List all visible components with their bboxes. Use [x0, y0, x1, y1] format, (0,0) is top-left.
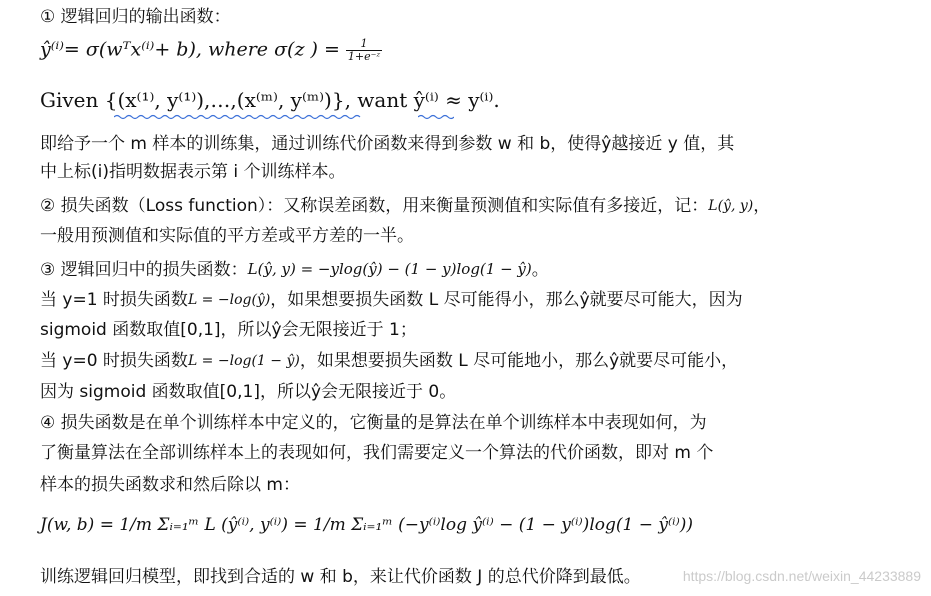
y0-math: L = −log(1 − ŷ): [187, 353, 300, 369]
y0-line2: 因为 sigmoid 函数取值[0,1]，所以ŷ会无限接近于 0。: [40, 382, 457, 402]
section2-line1: [40, 195, 770, 217]
section2-line1-end: ，: [753, 196, 771, 216]
section2-line2: 一般用预测值和实际值的平方差或平方差的一半。: [40, 226, 414, 246]
given-underline: [114, 114, 364, 120]
y0-text-a: 当 y=0 时损失函数: [40, 351, 188, 371]
section4-line2: 了衡量算法在全部训练样本上的表现如何，我们需要定义一个算法的代价函数，即对 m 个: [40, 443, 714, 463]
section1-heading: ① 逻辑回归的输出函数：: [40, 7, 231, 27]
section4-line3: 样本的损失函数求和然后除以 m：: [40, 475, 300, 495]
y1-text-b: ，如果想要损失函数 L 尽可能得小，那么ŷ就要尽可能大，因为: [270, 290, 743, 310]
y0-text-b: ，如果想要损失函数 L 尽可能地小，那么ŷ就要尽可能小，: [299, 351, 739, 371]
y1-line2: sigmoid 函数取值[0,1]，所以ŷ会无限接近于 1；: [40, 320, 417, 340]
y0-line: [40, 350, 738, 372]
section3-heading-end: 。: [531, 260, 549, 280]
y1-math: L = −log(ŷ): [187, 292, 271, 308]
section1-text-line2: 中上标(i)指明数据表示第 i 个训练样本。: [40, 162, 346, 182]
cost-formula: [40, 515, 693, 535]
cost-formula-text: J(w, b) = 1/m Σᵢ₌₁ᵐ L (ŷ⁽ⁱ⁾, y⁽ⁱ⁾) = 1/m Σᵢ₌₁ᵐ (−y⁽ⁱ⁾log ŷ⁽ⁱ⁾ − (1 − y⁽ⁱ⁾)log(1 − ŷ⁽ⁱ⁾)): [40, 515, 694, 535]
watermark: https://blog.csdn.net/weixin_44233889: [682, 568, 921, 584]
loss-notation: L(ŷ, y): [708, 198, 754, 214]
section4-line1: ④ 损失函数是在单个训练样本中定义的，它衡量的是算法在单个训练样本中表现如何，为: [40, 413, 707, 433]
output-formula: [40, 38, 382, 63]
sigmoid-fraction: [346, 38, 382, 63]
section2-line1-text: ② 损失函数（Loss function）：又称误差函数，用来衡量预测值和实际值有多接近，记：: [40, 196, 709, 216]
y1-text-a: 当 y=1 时损失函数: [40, 290, 188, 310]
section3-heading: ③ 逻辑回归中的损失函数：: [40, 260, 248, 280]
y1-line: [40, 289, 743, 311]
sigmoid-numerator: 1: [346, 38, 382, 51]
section1-text-line1: 即给予一个 m 样本的训练集，通过训练代价函数来得到参数 w 和 b，使得ŷ越接近 y 值，其: [40, 134, 735, 154]
given-formula-text: Given {(x⁽¹⁾, y⁽¹⁾),…,(x⁽ᵐ⁾, y⁽ᵐ⁾)}, want ŷ⁽ⁱ⁾ ≈ y⁽ⁱ⁾.: [40, 88, 500, 112]
given-formula: [40, 88, 500, 112]
conclusion-line: 训练逻辑回归模型，即找到合适的 w 和 b，来让代价函数 J 的总代价降到最低。: [40, 567, 641, 587]
output-formula-text: ŷ⁽ⁱ⁾= σ(wᵀx⁽ⁱ⁾+ b), where σ(z ) =: [40, 38, 340, 61]
want-underline: [418, 114, 454, 120]
section3-heading-line: [40, 258, 549, 281]
loss-formula: L(ŷ, y) = −ylog(ŷ) − (1 − y)log(1 − ŷ): [247, 260, 532, 278]
sigmoid-denominator: 1+e⁻ᶻ: [347, 50, 381, 63]
